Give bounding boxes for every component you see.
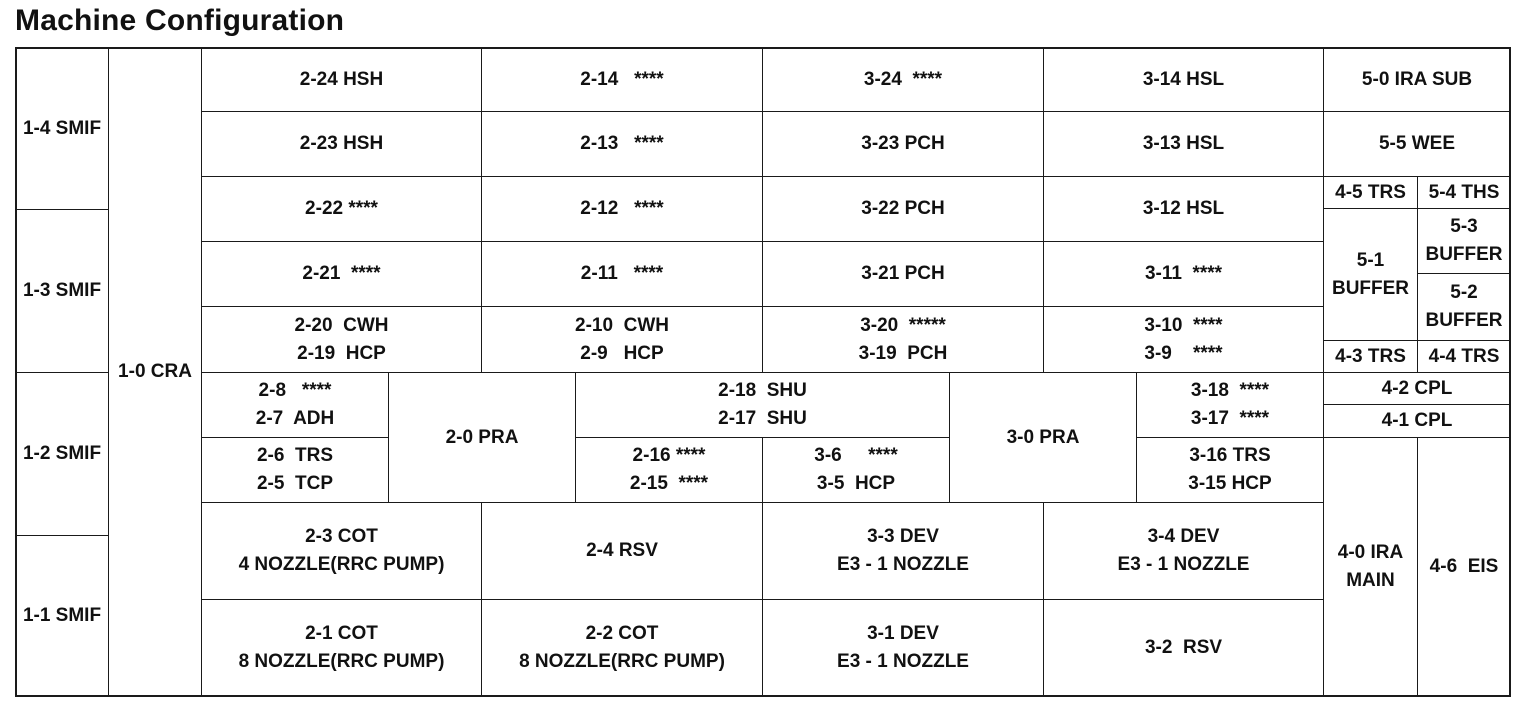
page-title: Machine Configuration <box>15 4 345 37</box>
cell-1-1-smif: 1-1 SMIF <box>15 535 109 697</box>
cell-3-3: 3-3 DEV E3 - 1 NOZZLE <box>762 502 1044 600</box>
cell-1-3-smif: 1-3 SMIF <box>15 209 109 373</box>
cell-5-2: 5-2 BUFFER <box>1417 273 1511 341</box>
cell-3-10-9: 3-10 **** 3-9 **** <box>1043 306 1324 373</box>
cell-2-14: 2-14 **** <box>481 47 763 112</box>
cell-5-5: 5-5 WEE <box>1323 111 1511 177</box>
cell-5-1: 5-1 BUFFER <box>1323 208 1418 341</box>
cell-4-1: 4-1 CPL <box>1323 404 1511 438</box>
cell-3-21: 3-21 PCH <box>762 241 1044 307</box>
cell-5-3: 5-3 BUFFER <box>1417 208 1511 274</box>
cell-2-21: 2-21 **** <box>201 241 482 307</box>
cell-3-13: 3-13 HSL <box>1043 111 1324 177</box>
cell-4-2: 4-2 CPL <box>1323 372 1511 405</box>
cell-2-2: 2-2 COT 8 NOZZLE(RRC PUMP) <box>481 599 763 697</box>
cell-3-22: 3-22 PCH <box>762 176 1044 242</box>
cell-3-20-19: 3-20 ***** 3-19 PCH <box>762 306 1044 373</box>
cell-2-4: 2-4 RSV <box>481 502 763 600</box>
cell-3-24: 3-24 **** <box>762 47 1044 112</box>
cell-3-18-17: 3-18 **** 3-17 **** <box>1136 372 1324 438</box>
cell-2-6-5: 2-6 TRS 2-5 TCP <box>201 437 389 503</box>
cell-3-11: 3-11 **** <box>1043 241 1324 307</box>
cell-2-8-7: 2-8 **** 2-7 ADH <box>201 372 389 438</box>
cell-2-20-19: 2-20 CWH 2-19 HCP <box>201 306 482 373</box>
cell-5-0: 5-0 IRA SUB <box>1323 47 1511 112</box>
cell-3-23: 3-23 PCH <box>762 111 1044 177</box>
cell-2-3: 2-3 COT 4 NOZZLE(RRC PUMP) <box>201 502 482 600</box>
cell-2-16-15: 2-16 **** 2-15 **** <box>575 437 763 503</box>
cell-4-0: 4-0 IRA MAIN <box>1323 437 1418 697</box>
cell-2-13: 2-13 **** <box>481 111 763 177</box>
cell-3-14: 3-14 HSL <box>1043 47 1324 112</box>
cell-1-2-smif: 1-2 SMIF <box>15 372 109 536</box>
cell-2-0: 2-0 PRA <box>388 372 576 503</box>
cell-2-10-9: 2-10 CWH 2-9 HCP <box>481 306 763 373</box>
cell-2-24: 2-24 HSH <box>201 47 482 112</box>
cell-3-16-15: 3-16 TRS 3-15 HCP <box>1136 437 1324 503</box>
cell-2-12: 2-12 **** <box>481 176 763 242</box>
cell-4-4: 4-4 TRS <box>1417 340 1511 373</box>
cell-4-3: 4-3 TRS <box>1323 340 1418 373</box>
cell-4-5: 4-5 TRS <box>1323 176 1418 209</box>
cell-3-2: 3-2 RSV <box>1043 599 1324 697</box>
cell-2-22: 2-22 **** <box>201 176 482 242</box>
cell-1-0-cra: 1-0 CRA <box>108 47 202 697</box>
cell-4-6: 4-6 EIS <box>1417 437 1511 697</box>
cell-2-18-17: 2-18 SHU 2-17 SHU <box>575 372 950 438</box>
cell-2-23: 2-23 HSH <box>201 111 482 177</box>
cell-3-1: 3-1 DEV E3 - 1 NOZZLE <box>762 599 1044 697</box>
cell-2-1: 2-1 COT 8 NOZZLE(RRC PUMP) <box>201 599 482 697</box>
cell-3-12: 3-12 HSL <box>1043 176 1324 242</box>
cell-3-4: 3-4 DEV E3 - 1 NOZZLE <box>1043 502 1324 600</box>
cell-3-0: 3-0 PRA <box>949 372 1137 503</box>
cell-2-11: 2-11 **** <box>481 241 763 307</box>
cell-3-6-5: 3-6 **** 3-5 HCP <box>762 437 950 503</box>
cell-1-4-smif: 1-4 SMIF <box>15 47 109 210</box>
cell-5-4: 5-4 THS <box>1417 176 1511 209</box>
